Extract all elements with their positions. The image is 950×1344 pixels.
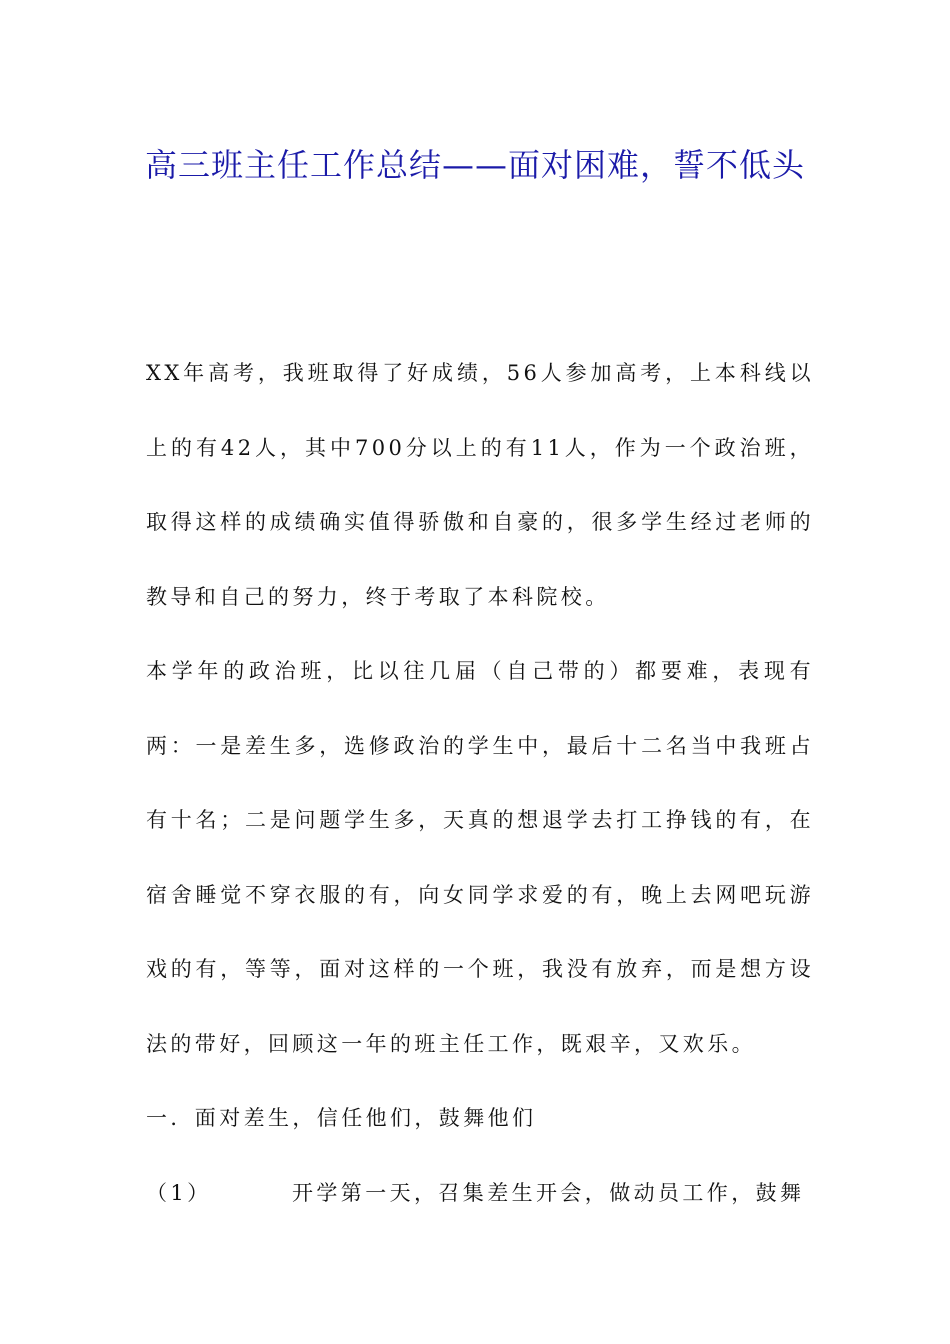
document-title: 高三班主任工作总结——面对困难，誓不低头 xyxy=(144,146,805,184)
document-body xyxy=(146,336,814,1230)
list-item-number: （1） xyxy=(146,1180,212,1205)
paragraph-results: XX年高考，我班取得了好成绩，56人参加高考，上本科线以上的有42人，其中700分以上的有11人，作为一个政治班，取得这样的成绩确实值得骄傲和自豪的，很多学生经过老师的教导和自己的努力，终于考取了本科院校。 xyxy=(146,361,814,609)
section-heading: 一．面对差生，信任他们，鼓舞他们 xyxy=(146,1106,537,1130)
paragraph-class-difficulties: 本学年的政治班，比以往几届（自己带的）都要难，表现有两：一是差生多，选修政治的学生中，最后十二名当中我班占有十名；二是问题学生多，天真的想退学去打工挣钱的有，在宿舍睡觉不穿衣服的有，向女同学求爱的有，晚上去网吧玩游戏的有，等等，面对这样的一个班，我没有放弃，而是想方设法的带好，回顾这一年的班主任工作，既艰辛，又欢乐。 xyxy=(146,659,814,1056)
list-item-text: 开学第一天，召集差生开会，做动员工作，鼓舞 xyxy=(292,1180,805,1205)
list-item xyxy=(146,1156,814,1231)
